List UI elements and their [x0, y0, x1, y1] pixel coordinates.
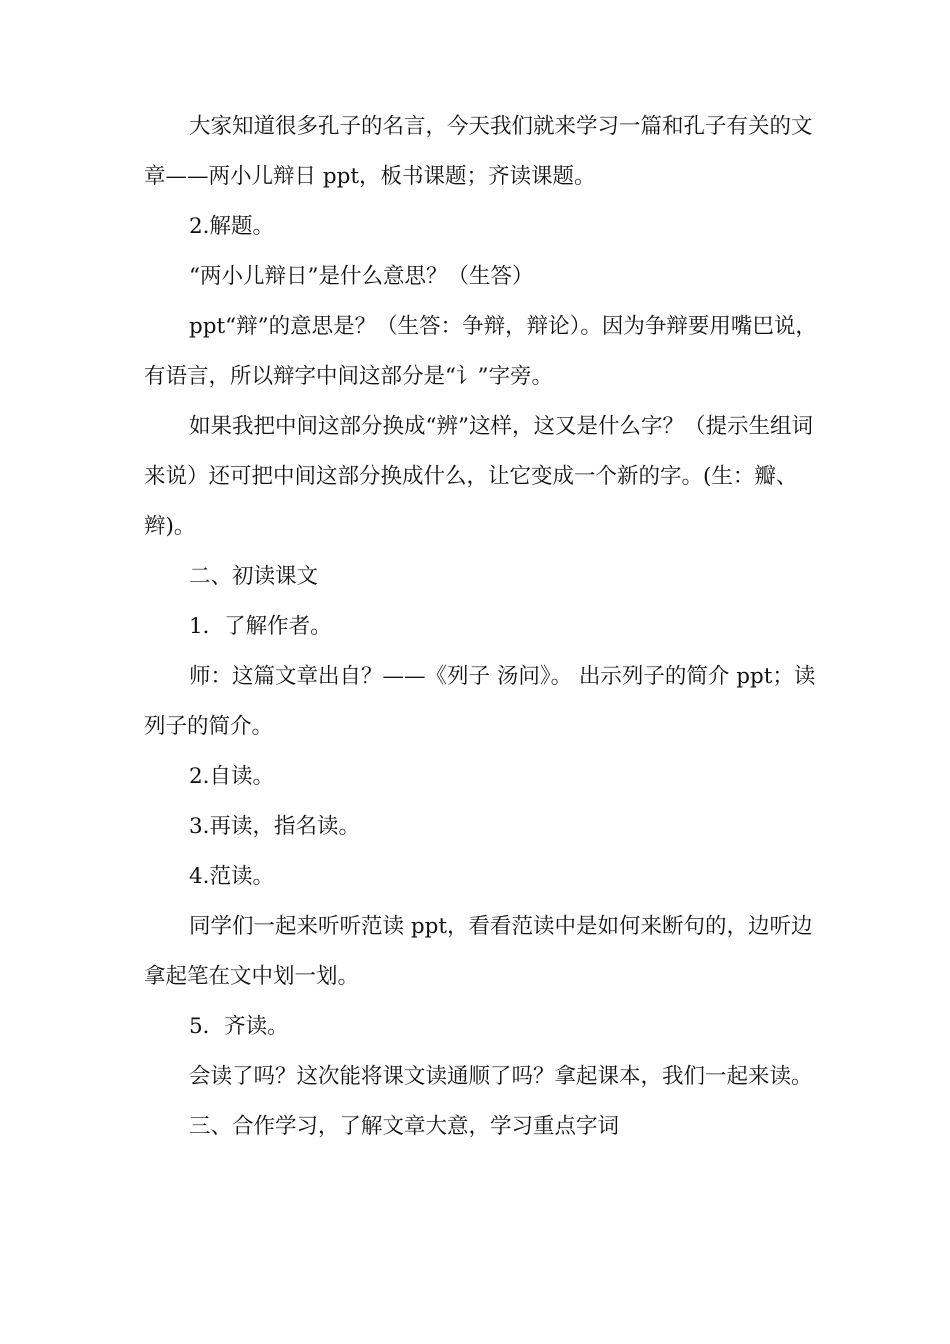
- section-heading-cooperative-learning: 三、合作学习，了解文章大意，学习重点字词: [189, 1114, 620, 1139]
- paragraph-jieti: 2.解题。: [189, 214, 275, 239]
- paragraph-title-meaning: “两小儿辩日”是什么意思？（生答）: [189, 264, 534, 289]
- paragraph-intro: 大家知道很多孔子的名言，今天我们就来学习一篇和孔子有关的文章——两小儿辩日 ppt，板书课题；齐读课题。: [144, 114, 813, 189]
- paragraph-read-together: 会读了吗？这次能将课文读通顺了吗？拿起课本，我们一起来读。: [189, 1064, 813, 1089]
- paragraph-listen: 同学们一起来听听范读 ppt，看看范读中是如何来断句的，边听边拿起笔在文中划一划。: [144, 914, 813, 989]
- paragraph-bian-meaning: ppt“辩”的意思是？（生答：争辩，辩论）。因为争辩要用嘴巴说，有语言，所以辩字中间这部分是“讠”字旁。: [144, 314, 817, 389]
- paragraph-author: 1．了解作者。: [189, 614, 332, 639]
- document-body: [144, 102, 819, 1152]
- paragraph-group-read: 5．齐读。: [189, 1014, 289, 1039]
- paragraph-model-read: 4.范读。: [189, 864, 275, 889]
- paragraph-char-swap: 如果我把中间这部分换成“辨”这样，这又是什么字？（提示生组词来说）还可把中间这部分换成什么，让它变成一个新的字。(生：瓣、辫)。: [144, 414, 813, 539]
- paragraph-self-read: 2.自读。: [189, 764, 275, 789]
- section-heading-first-reading: 二、初读课文: [189, 564, 319, 589]
- paragraph-reread: 3.再读，指名读。: [189, 814, 361, 839]
- paragraph-source: 师：这篇文章出自？——《列子 汤问》。 出示列子的简介 ppt；读列子的简介。: [144, 664, 816, 739]
